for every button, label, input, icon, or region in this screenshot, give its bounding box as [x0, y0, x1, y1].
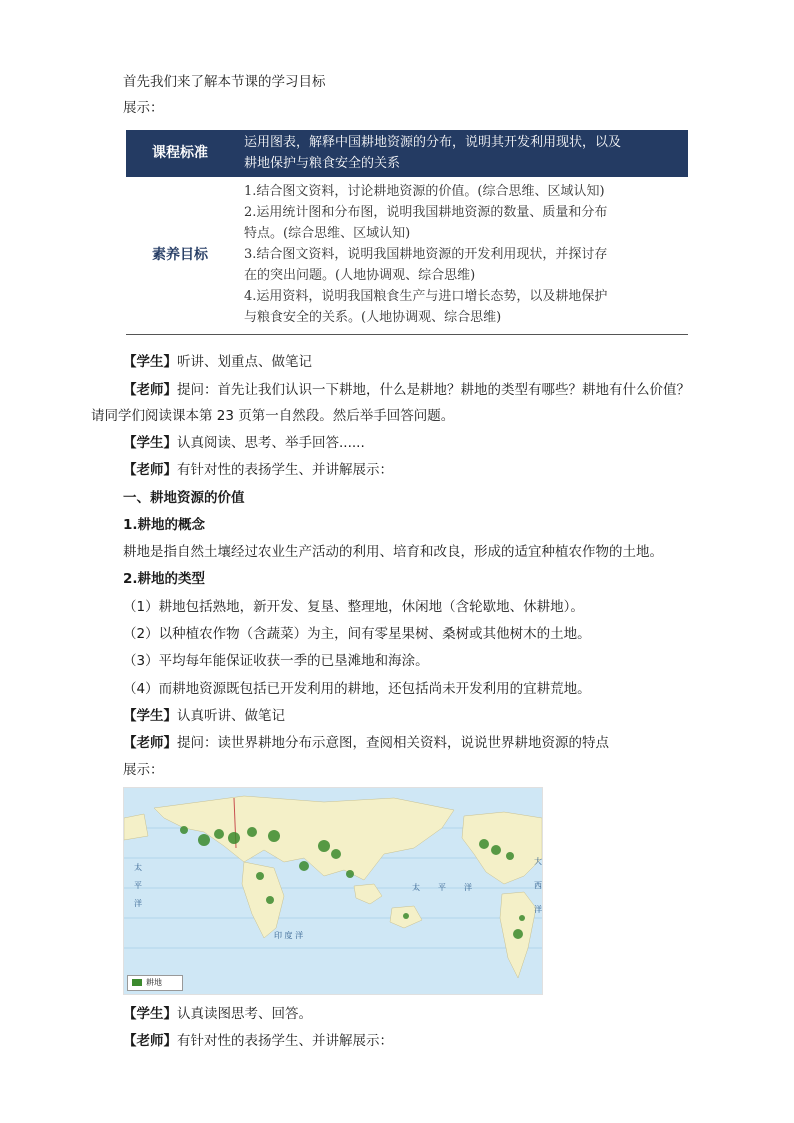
- goal-line: 在的突出问题。(人地协调观、综合思维): [244, 268, 476, 283]
- student-text: 听讲、划重点、做笔记: [177, 354, 312, 370]
- student-line-1: [123, 352, 312, 372]
- intro-line: 首先我们来了解本节课的学习目标: [123, 74, 326, 90]
- teacher-line-1-cont: 请同学们阅读课本第 23 页第一自然段。然后举手回答问题。: [91, 408, 455, 424]
- world-map-graphic: [124, 788, 542, 994]
- goal-line: 2.运用统计图和分布图，说明我国耕地资源的数量、质量和分布: [244, 205, 608, 220]
- student-text: 认真读图思考、回答。: [177, 1006, 312, 1022]
- student-line-2: [123, 433, 365, 453]
- student-text: 认真听讲、做笔记: [177, 708, 285, 724]
- goal-line: 与粮食安全的关系。(人地协调观、综合思维): [244, 310, 502, 325]
- teacher-text: 提问：读世界耕地分布示意图，查阅相关资料，说说世界耕地资源的特点: [177, 735, 609, 751]
- teacher-text: 有针对性的表扬学生、并讲解展示：: [177, 1033, 393, 1049]
- teacher-line-3: [123, 733, 609, 753]
- type-item: （1）耕地包括熟地，新开发、复垦、整理地，休闲地（含轮歇地、休耕地）。: [123, 599, 584, 615]
- student-line-4: [123, 1004, 312, 1024]
- literacy-goal-label: 素养目标: [126, 177, 234, 335]
- teacher-tag: 【老师】: [123, 382, 177, 398]
- student-tag: 【学生】: [123, 1006, 177, 1022]
- map-label: 洋: [134, 899, 142, 908]
- teacher-tag: 【老师】: [123, 462, 177, 478]
- teacher-text: 有针对性的表扬学生、并讲解展示：: [177, 462, 393, 478]
- teacher-line-2: [123, 460, 393, 480]
- map-label: 西: [534, 881, 542, 890]
- map-label: 太: [134, 863, 142, 872]
- goal-line: 1.结合图文资料，讨论耕地资源的价值。(综合思维、区域认知): [244, 184, 605, 199]
- objectives-body-row: [126, 177, 688, 335]
- map-legend: [127, 975, 183, 991]
- map-label: 平: [134, 881, 142, 890]
- course-standard-line: 耕地保护与粮食安全的关系: [244, 156, 401, 171]
- student-tag: 【学生】: [123, 435, 177, 451]
- concept-text: 耕地是指自然土壤经过农业生产活动的利用、培育和改良，形成的适宜种植农作物的土地。: [123, 544, 663, 560]
- goal-line: 3.结合图文资料，说明我国耕地资源的开发利用现状，并探讨存: [244, 247, 608, 262]
- course-standard-line: 运用图表，解释中国耕地资源的分布，说明其开发利用现状，以及: [244, 135, 622, 150]
- student-tag: 【学生】: [123, 354, 177, 370]
- map-label: 洋: [534, 905, 542, 914]
- course-standard-text: [234, 130, 688, 177]
- student-text: 认真阅读、思考、举手回答......: [177, 435, 365, 451]
- map-label: 印 度 洋: [274, 931, 304, 940]
- goal-line: 特点。(综合思维、区域认知): [244, 226, 411, 241]
- student-tag: 【学生】: [123, 708, 177, 724]
- map-label: 平: [438, 883, 446, 892]
- objectives-header-row: [126, 130, 688, 177]
- map-label: 大: [534, 857, 542, 866]
- goal-line: 4.运用资料，说明我国粮食生产与进口增长态势，以及耕地保护: [244, 289, 608, 304]
- type-item: （4）而耕地资源既包括已开发利用的耕地，还包括尚未开发利用的宜耕荒地。: [123, 681, 591, 697]
- teacher-line-1: [123, 380, 690, 400]
- type-item: （3）平均每年能保证收获一季的已垦滩地和海涂。: [123, 653, 429, 669]
- map-label: 太: [412, 883, 420, 892]
- show-label-1: 展示：: [123, 100, 164, 116]
- section-heading: 一、耕地资源的价值: [123, 490, 245, 506]
- objectives-table: [126, 130, 688, 335]
- map-label: 洋: [464, 883, 472, 892]
- show-label-2: 展示：: [123, 762, 164, 778]
- student-line-3: [123, 706, 285, 726]
- world-farmland-map: [123, 787, 543, 995]
- farmland-swatch: [132, 979, 142, 986]
- subheading-types: 2.耕地的类型: [123, 571, 206, 587]
- teacher-tag: 【老师】: [123, 1033, 177, 1049]
- teacher-tag: 【老师】: [123, 735, 177, 751]
- legend-label: 耕地: [146, 978, 162, 987]
- teacher-line-4: [123, 1031, 393, 1051]
- literacy-goal-text: [234, 177, 688, 335]
- teacher-text: 提问：首先让我们认识一下耕地，什么是耕地？耕地的类型有哪些？耕地有什么价值？: [177, 382, 690, 398]
- type-item: （2）以种植农作物（含蔬菜）为主，间有零星果树、桑树或其他树木的土地。: [123, 626, 591, 642]
- course-standard-label: 课程标准: [126, 130, 234, 177]
- subheading-concept: 1.耕地的概念: [123, 517, 206, 533]
